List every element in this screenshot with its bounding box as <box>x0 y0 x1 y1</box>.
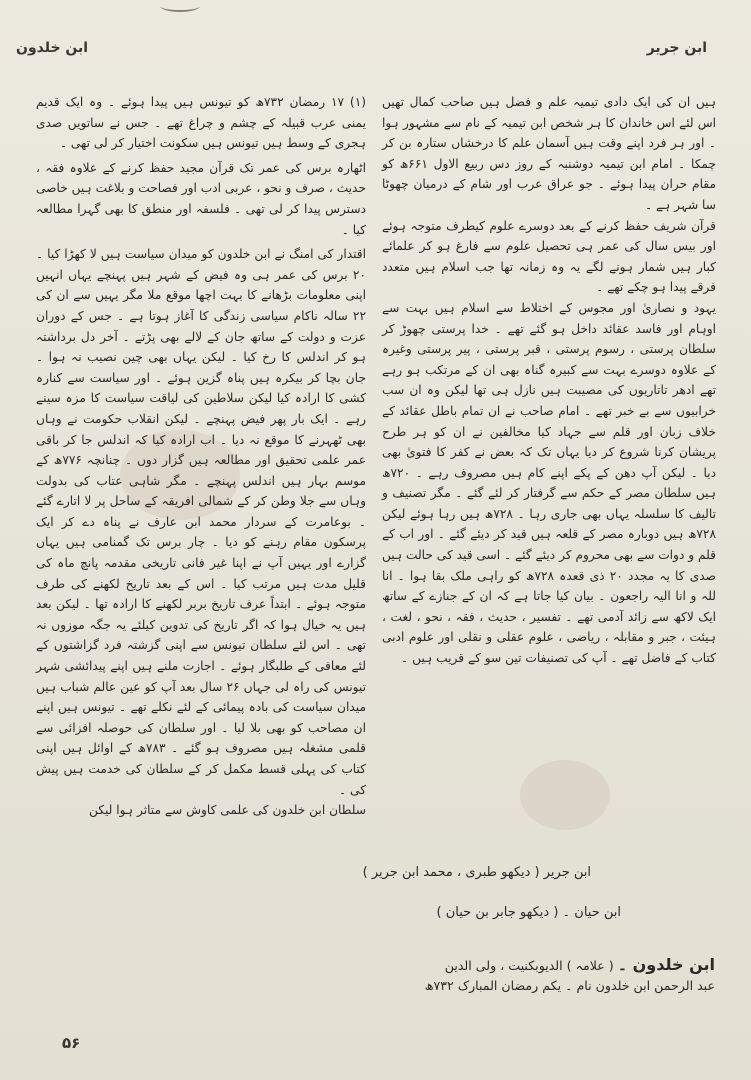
paragraph: قرآن شریف حفظ کرنے کے بعد دوسرے علوم کیطرف متوجہ ہوئے اور بیس سال کی عمر ہی تحصیل علوم سے فارغ ہو کر علمائے کبار ہیں شمار ہونے لگے یہ وہ زمانہ تھا جب اسلام ہیں متعدد فرقے پیدا ہو چکے تھے ۔ <box>382 218 716 295</box>
paragraph: (۱) ۱۷ رمضان ۷۳۲ھ کو تیونس ہیں پیدا ہوئے ۔ وہ ایک قدیم یمنی عرب قبیلہ کے چشم و چراغ تھے ۔ جس نے ساتویں صدی ہجری کے وسط ہیں تیونس ہیں سکونت اختیار کر لی تھی ۔ <box>36 95 366 151</box>
paragraph: یہود و نصاریٰ اور مجوس کے اختلاط سے اسلام ہیں بہت سے اوہام اور فاسد عقائد داخل ہو گئے تھے ۔ خدا پرستی چھوڑ کر سلطان پرستی ، رسوم پرستی ، قبر پرستی ، پیر پرستی وغیرہ کے علاوہ دوسرے بہت سے کبیرہ گناہ بھی ان کے مرتکب ہو رہے تھے ادھر تاتاریوں کی مصیبت ہیں نازل ہی تھا لیکن وہ ان سب خرابیوں سے بے خبر تھے ۔ امام صاحب نے ان تمام باطل عقائد کے خلاف زبان اور قلم سے جہاد کیا مخالفین نے ان کو ہر طرح پریشان کرنا شروع کر دیا یہاں تک کہ بعض نے کفر کا فتویٰ بھی دیا ۔ لیکن آپ دھن کے پکے اپنے کام ہیں مصروف رہے ۔ ۷۲۰ھ ہیں سلطان مصر کے حکم سے گرفتار کر لئے گئے ۔ مگر تصنیف و تالیف کا سلسلہ یہاں بھی جاری رہا ۔ ۷۲۸ھ ہیں رہا ہوئے لیکن ۷۲۸ھ ہیں دوبارہ مصر کے قلعہ ہیں قید کر دیئے گئے ۔ اور اب کے قلم و دوات سے بھی محروم کر دیئے گئے ۔ اسی قید کی حالت ہیں صدی کا یہ مجدد ۲۰ ذی قعدہ ۷۲۸ھ کو راہی ملک بقا ہوا ۔ انا للہ و انا الیہ راجعون ۔ بیان کیا جاتا ہے کہ ان کے جنازے کے ساتھ ایک لاکھ سے زائد آدمی تھے ۔ تفسیر ، حدیث ، فقہ ، نحو ، لغت ، ہیئت ، جبر و مقابلہ ، ریاضی ، علوم عقلی و نقلی اور علوم ادبی کتاب کے فاضل تھے ۔ آپ کی تصنیفات تین سو کے قریب ہیں ۔ <box>382 300 716 666</box>
running-head-right: ابن جریر <box>646 40 707 56</box>
paragraph: ہیں ان کی ایک دادی تیمیہ علم و فضل ہیں صاحب کمال تھیں اس لئے اس خاندان کا ہر شخص ابن تیمیہ کے نام سے مشہور ہوا ۔ اور ہر فرد اپنے وقت ہیں آسمان علم کا درخشاں ستارہ بن کر چمکا ۔ امام ابن تیمیہ دوشنبہ کے روز دس ربیع الاول ۶۶۱ھ کو مقام حران پیدا ہوئے ۔ جو عراق عرب اور شام کے درمیان چھوٹا سا شہر ہے ۔ <box>382 95 717 212</box>
cross-reference: ابن حیان ۔ ( دیکھو جابر بن حیان ) <box>436 905 621 920</box>
entry-heading <box>381 955 715 996</box>
entry-line: عبد الرحمن ابن خلدون نام ۔ یکم رمضان المبارک ۷۳۲ھ <box>424 978 715 993</box>
paper-stain <box>520 760 610 830</box>
paragraph: اٹھارہ برس کی عمر تک قرآن مجید حفظ کرنے کے علاوہ فقہ ، حدیث ، صرف و نحو ، عربی ادب اور فصاحت و بلاغت ہیں خاصی دسترس پیدا کر لی تھی ۔ فلسفہ اور منطق کا بھی گہرا مطالعہ کیا ۔ <box>35 160 366 237</box>
torn-edge <box>160 0 200 12</box>
running-head-left: ابن خلدون <box>16 40 89 56</box>
paragraph: اقتدار کی امنگ نے ابن خلدون کو میدان سیاست ہیں لا کھڑا کیا ۔ ۲۰ برس کی عمر ہی وہ فیض کے شہر ہیں پہنچے یہاں انہیں اپنی معلومات بڑھانے کا بہت اچھا موقع ملا مگر یہیں سے ان کی ۲۲ سالہ ناکام سیاسی زندگی کا آغاز ہوتا ہے ۔ جس کے دوران عزت و دولت کے ساتھ جان کے لالے بھی پڑتے ۔ آخر دل برداشتہ ہو کر اندلس کا رخ کیا ۔ لیکن یہاں بھی چین نصیب نہ ہوا ۔ جان بچا کر بیکرہ ہیں پناہ گزین ہوئے ۔ اور سیاست سے کنارہ کشی کا ارادہ کیا لیکن سلاطین کی لیاقت سیاست کا مزہ سینے رہے ۔ ایک بار پھر فیض پہنچے ۔ لیکن انقلاب حکومت نے وہاں بھی ٹھہرنے کا موقع نہ دیا ۔ اب ارادہ کیا کہ اندلس جا کر باقی عمر علمی تحقیق اور مطالعہ ہیں گزار دوں ۔ چنانچہ ۷۷۶ھ کے موسم بہار ہیں اندلس پہنچے ۔ مگر شاہی عتاب کی بدولت وہاں سے جلا وطن کر کے شمالی افریقہ کے ساحل پر لا اتارے گئے ۔ بوعامرت کے سردار محمد ابن عارف نے پناہ دے کر ایک پرسکون مقام رہنے کو دیا ۔ چار برس تک گمنامی ہیں یہاں گزارے اور یہیں آپ نے اپنا غیر فانی تاریخی مقدمہ پانچ ماہ کی قلیل مدت ہیں مرتب کیا ۔ اس کے بعد تاریخ لکھنے کی طرف متوجہ ہوئے ۔ ابتداً عرف تاریخ بربر لکھنے کا ارادہ تھا ۔ لیکن بعد ہیں یہ خیال ہوا کہ اگر تاریخ کی تدوین کیلئے یہ جگہ موزوں نہ تھی ۔ اس لئے سلطان تیونس سے اپنی گزشتہ فرد گزاشتوں کے لئے معافی کے طلبگار ہوئے ۔ اجازت ملنے ہیں اپنے پیدائشی شہر تیونس کی راہ لی جہاں ۲۶ سال بعد آپ کو عین عالم شباب ہیں میدان سیاست کی بادہ پیمائی کے لئے نکلے تھے ۔ تیونس ہیں اپنے ان مصاحب کو بھی بلا لیا ۔ اور سلطان کی حوصلہ افزائی سے قلمی مشغلہ ہیں مصروف ہو گئے ۔ ۷۸۳ھ کے اوائل ہیں اپنی کتاب کی پہلی قسط مکمل کر کے سلطان کی خدمت ہیں پیش کی ۔ <box>36 247 366 797</box>
entry-name: ابن خلدون ۔ <box>617 955 715 974</box>
entry-title: ( علامہ ) <box>566 958 614 973</box>
left-column <box>36 92 366 821</box>
right-column <box>382 92 716 669</box>
cross-reference: ابن جریر ( دیکھو طبری ، محمد ابن جریر ) <box>362 865 591 880</box>
entry-details: الدیوبکنیت ، ولی الدین <box>444 958 563 973</box>
paragraph: سلطان ابن خلدون کی علمی کاوش سے متاثر ہوا لیکن <box>89 803 366 818</box>
page-number: ۵۶ <box>62 1034 81 1052</box>
